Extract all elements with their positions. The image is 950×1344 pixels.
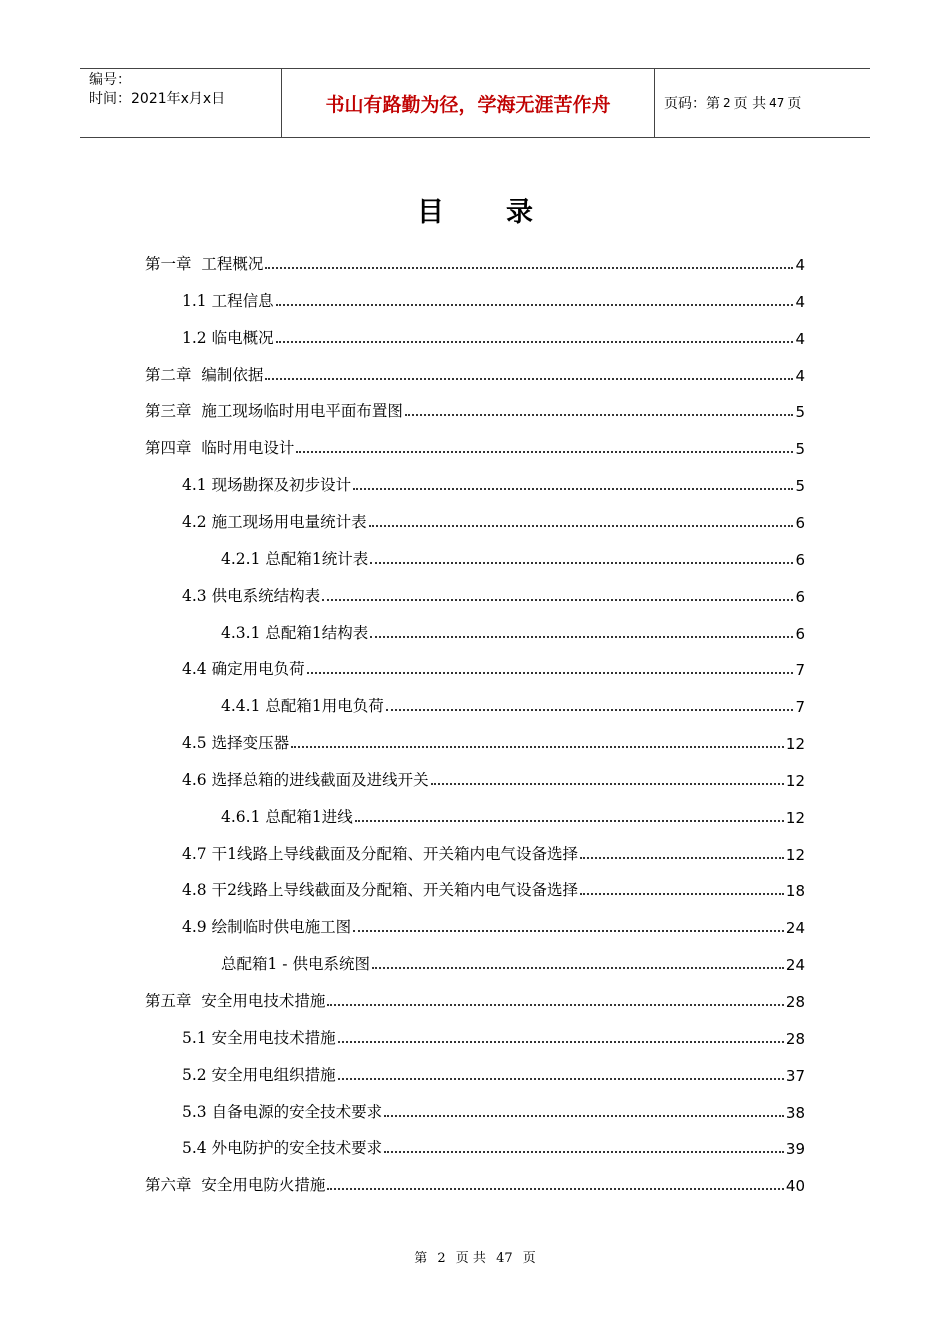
toc-entry-label: 4.4.1 总配箱1用电负荷 — [221, 697, 384, 716]
toc-entry[interactable] — [145, 359, 805, 385]
toc-entry[interactable] — [221, 948, 805, 974]
toc-entry[interactable] — [221, 543, 805, 569]
toc-entry-page: 12 — [785, 771, 805, 790]
toc-entry[interactable] — [182, 506, 805, 532]
toc-leader-dots — [405, 414, 794, 416]
toc-leader-dots — [353, 930, 784, 932]
toc-leader-dots — [296, 451, 793, 453]
toc-leader-dots — [580, 857, 784, 859]
toc-leader-dots — [338, 1041, 784, 1043]
page-title: 目录 — [417, 197, 595, 228]
toc-leader-dots — [338, 1078, 784, 1080]
toc-entry-label: 第三章 施工现场临时用电平面布置图 — [145, 402, 403, 421]
toc-entry-page: 28 — [785, 993, 805, 1011]
toc-entry-page: 4 — [795, 292, 805, 311]
toc-entry-label: 1.1 工程信息 — [182, 291, 274, 310]
toc-entry[interactable] — [182, 1022, 805, 1048]
time-label: 时间：2021年x月x日 — [89, 91, 226, 107]
toc-leader-dots — [291, 746, 784, 748]
toc-entry-label: 第五章 安全用电技术措施 — [145, 992, 326, 1010]
toc-entry[interactable] — [182, 469, 805, 495]
toc-leader-dots — [431, 783, 784, 785]
toc-entry[interactable] — [221, 617, 805, 643]
toc-leader-dots — [370, 562, 793, 564]
toc-entry-label: 总配箱1 - 供电系统图 — [221, 955, 370, 974]
page-suffix: 页 — [787, 96, 802, 112]
toc-entry-label: 4.7 干1线路上导线截面及分配箱、开关箱内电气设备选择 — [182, 844, 578, 863]
toc-entry-label: 4.2 施工现场用电量统计表 — [182, 512, 367, 531]
toc-leader-dots — [322, 599, 793, 601]
toc-leader-dots — [384, 1115, 784, 1117]
toc-entry-label: 4.1 现场勘探及初步设计 — [182, 476, 352, 495]
toc-entry-label: 第四章 临时用电设计 — [145, 439, 295, 458]
toc-entry-page: 5 — [795, 440, 805, 459]
toc-entry[interactable] — [182, 838, 805, 864]
toc-entry-page: 18 — [785, 882, 805, 901]
toc-entry[interactable] — [182, 322, 805, 348]
toc-entry-label: 4.8 干2线路上导线截面及分配箱、开关箱内电气设备选择 — [182, 881, 578, 900]
toc-entry-label: 4.6 选择总箱的进线截面及进线开关 — [182, 770, 429, 789]
toc-entry[interactable] — [182, 911, 805, 937]
toc-leader-dots — [327, 1188, 784, 1190]
toc-entry-page: 4 — [795, 366, 805, 385]
toc-entry[interactable] — [182, 1059, 805, 1085]
toc-entry-page: 7 — [795, 661, 805, 680]
toc-entry[interactable] — [182, 764, 805, 790]
toc-entry-page: 39 — [785, 1140, 805, 1159]
toc-entry[interactable] — [182, 580, 805, 606]
toc-leader-dots — [265, 267, 793, 269]
toc-leader-dots — [384, 1151, 784, 1153]
toc-entry-label: 4.9 绘制临时供电施工图 — [182, 918, 352, 937]
footer-current: 2 — [437, 1251, 446, 1266]
toc-entry[interactable] — [182, 727, 805, 753]
toc-entry[interactable] — [182, 1132, 805, 1158]
toc-leader-dots — [369, 525, 794, 527]
footer-prefix: 第 — [414, 1251, 428, 1266]
toc-entry[interactable] — [182, 1096, 805, 1122]
toc-entry-label: 4.3 供电系统结构表 — [182, 586, 321, 605]
toc-entry-page: 28 — [785, 1029, 805, 1048]
toc-entry-label: 4.5 选择变压器 — [182, 734, 290, 753]
toc-entry-label: 第六章 安全用电防火措施 — [145, 1176, 326, 1195]
toc-leader-dots — [307, 672, 794, 674]
page-mid: 页 共 — [733, 96, 767, 112]
footer-mid: 页 共 — [455, 1251, 486, 1266]
toc-entry[interactable] — [221, 690, 805, 716]
number-label: 编号： — [89, 72, 131, 88]
toc-entry[interactable] — [145, 248, 805, 274]
page-total: 47 — [769, 96, 785, 110]
toc-entry-page: 24 — [785, 956, 805, 975]
toc-entry-page: 5 — [795, 477, 805, 496]
toc-entry-label: 4.4 确定用电负荷 — [182, 660, 305, 679]
toc-entry-label: 5.1 安全用电技术措施 — [182, 1028, 336, 1047]
toc-entry[interactable] — [145, 395, 805, 421]
toc-entry[interactable] — [182, 874, 805, 900]
toc-entry-page: 7 — [795, 698, 805, 717]
toc-entry-page: 40 — [785, 1177, 805, 1196]
toc-entry[interactable] — [182, 285, 805, 311]
toc-leader-dots — [276, 304, 794, 306]
toc-entry-page: 5 — [795, 403, 805, 422]
toc-leader-dots — [386, 709, 794, 711]
page-footer — [0, 1247, 950, 1266]
toc-entry-page: 6 — [795, 624, 805, 643]
toc-entry-page: 12 — [785, 735, 805, 754]
toc-leader-dots — [370, 636, 793, 638]
header-page-info — [655, 69, 870, 137]
toc-entry-label: 1.2 临电概况 — [182, 328, 274, 347]
toc-entry-label: 4.6.1 总配箱1进线 — [221, 807, 353, 826]
toc-leader-dots — [372, 967, 784, 969]
toc-leader-dots — [353, 488, 793, 490]
toc-entry-label: 5.2 安全用电组织措施 — [182, 1065, 336, 1084]
toc-entry[interactable] — [145, 1169, 805, 1195]
toc-entry-page: 4 — [795, 329, 805, 348]
page-prefix: 页码：第 — [664, 96, 720, 112]
toc-entry-page: 37 — [785, 1066, 805, 1085]
toc-leader-dots — [265, 378, 793, 380]
toc-entry-page: 24 — [785, 919, 805, 938]
page-current: 2 — [723, 96, 731, 110]
toc-entry-label: 第二章 编制依据 — [145, 365, 264, 384]
toc-leader-dots — [355, 820, 784, 822]
toc-entry-label: 5.4 外电防护的安全技术要求 — [182, 1139, 383, 1158]
footer-suffix: 页 — [522, 1251, 536, 1266]
toc-entry-page: 38 — [785, 1103, 805, 1122]
toc-entry[interactable] — [145, 432, 805, 458]
toc-leader-dots — [327, 1004, 784, 1006]
toc-entry-page: 6 — [795, 513, 805, 532]
footer-total: 47 — [496, 1251, 513, 1266]
toc-leader-dots — [276, 341, 794, 343]
toc-entry-page: 6 — [795, 587, 805, 606]
toc-entry-label: 第一章 工程概况 — [145, 255, 264, 273]
page-header — [80, 68, 870, 138]
toc-entry-page: 4 — [795, 256, 805, 274]
toc-entry[interactable] — [182, 653, 805, 679]
toc-entry-page: 6 — [795, 550, 805, 569]
toc-entry[interactable] — [145, 985, 805, 1011]
toc-entry[interactable] — [221, 801, 805, 827]
toc-entry-page: 12 — [785, 808, 805, 827]
toc-entry-label: 4.3.1 总配箱1结构表 — [221, 623, 369, 642]
toc-entry-label: 5.3 自备电源的安全技术要求 — [182, 1102, 383, 1121]
toc-entry-label: 4.2.1 总配箱1统计表 — [221, 549, 369, 568]
header-motto: 书山有路勤为径，学海无涯苦作舟 — [282, 69, 655, 137]
toc-leader-dots — [580, 893, 784, 895]
toc-entry-page: 12 — [785, 845, 805, 864]
header-meta — [80, 69, 282, 137]
